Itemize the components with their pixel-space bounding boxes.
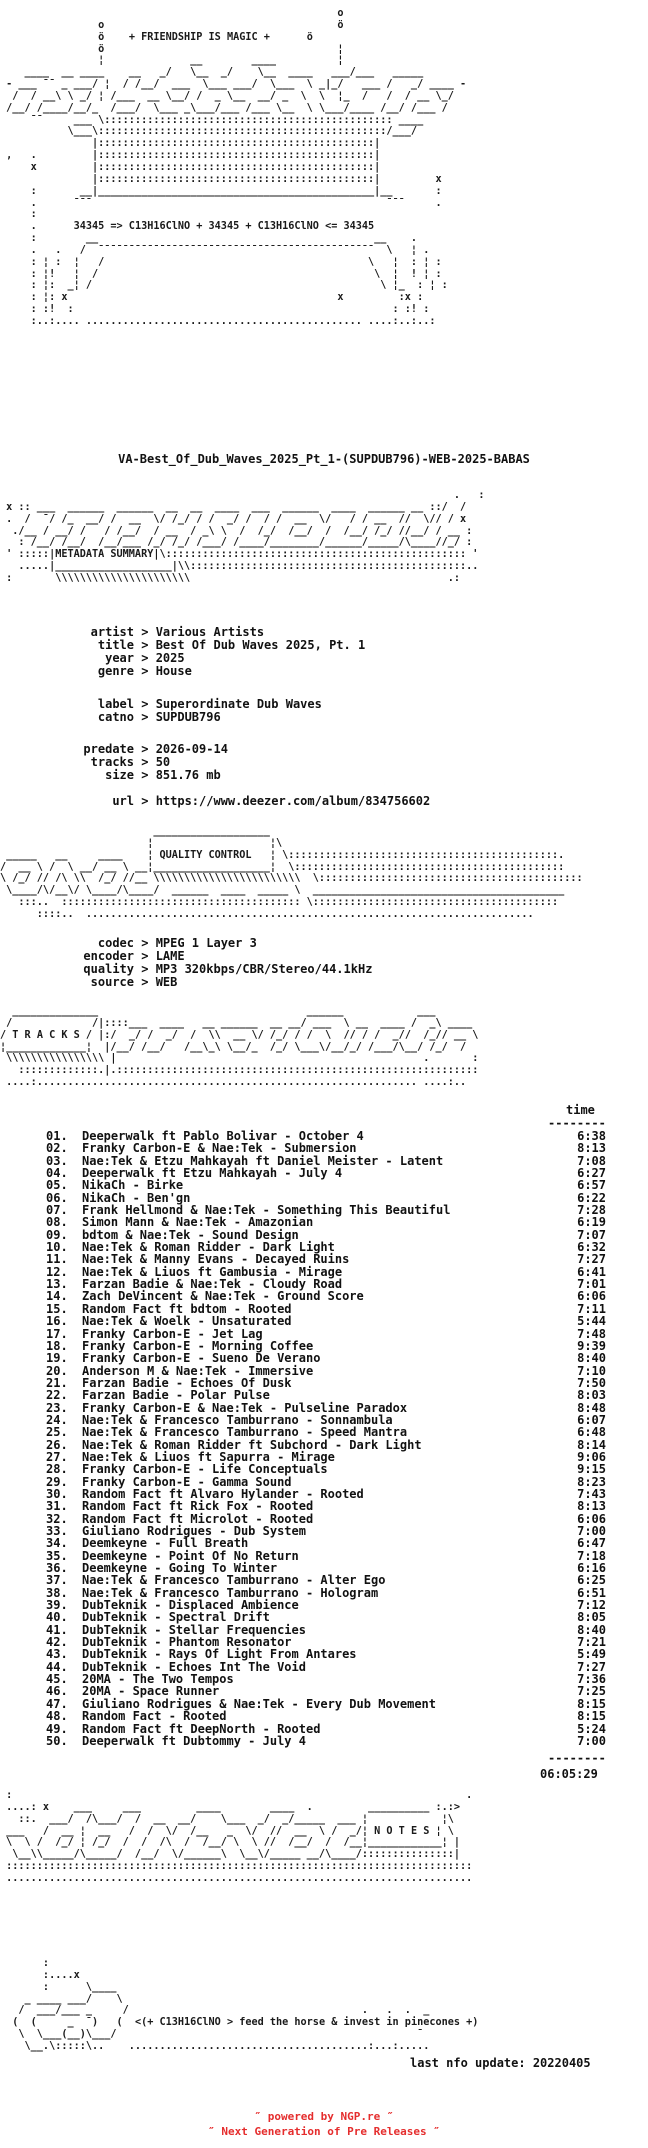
footer-powered: ″ powered by NGP.re ″ bbox=[254, 2110, 394, 2123]
meta-catno: catno > SUPDUB796 bbox=[97, 710, 221, 724]
track-time: 6:41 bbox=[577, 1264, 606, 1279]
meta-title: title > Best Of Dub Waves 2025, Pt. 1 bbox=[97, 638, 366, 652]
track-time: 8:40 bbox=[577, 1351, 606, 1366]
track-title: Nae:Tek & Liuos ft Gambusia - Mirage bbox=[82, 1264, 343, 1279]
meta-year: year > 2025 bbox=[105, 651, 185, 665]
track-time: 7:12 bbox=[577, 1598, 606, 1613]
track-time: 9:06 bbox=[577, 1449, 606, 1464]
track-title: Nae:Tek & Francesco Tamburrano - Alter Ego bbox=[82, 1573, 386, 1588]
track-time: 8:13 bbox=[577, 1499, 606, 1514]
track-title: Deeperwalk ft Pablo Bolivar - October 4 bbox=[82, 1129, 364, 1143]
track-time: 8:05 bbox=[577, 1610, 606, 1625]
track-time: 6:16 bbox=[577, 1561, 606, 1576]
track-number: 02. bbox=[46, 1141, 68, 1156]
quality-codec: codec > MPEG 1 Layer 3 bbox=[97, 936, 257, 950]
bottom-art: : :....x : \____ _ ____ ___/ \ / ___/___ _ / . . . _ ( ( _ ¯) ( <(+ C13H16ClNO > feed the horse & invest in pinecones +) \ \___(__)\___/ ¯ \__.\:::::\.. .......................................:...:..... bbox=[12, 1958, 479, 2052]
tracklist-time-underline: -------- bbox=[548, 1116, 606, 1130]
track-title: Random Fact ft Alvaro Hylander - Rooted bbox=[82, 1486, 364, 1501]
track-title: Nae:Tek & Roman Ridder - Dark Light bbox=[82, 1240, 335, 1255]
track-title: Nae:Tek & Liuos ft Sapurra - Mirage bbox=[82, 1449, 335, 1464]
track-time: 5:24 bbox=[577, 1721, 606, 1736]
track-title: NikaCh - Birke bbox=[82, 1178, 184, 1193]
track-time: 5:44 bbox=[577, 1314, 606, 1329]
track-title: Random Fact ft bdtom - Rooted bbox=[82, 1301, 292, 1316]
track-number: 40. bbox=[46, 1610, 68, 1625]
track-time: 8:14 bbox=[577, 1437, 606, 1452]
section-metadata: METADATA SUMMARY bbox=[55, 549, 154, 561]
track-time: 6:19 bbox=[577, 1215, 606, 1230]
meta-tracks: tracks > 50 bbox=[90, 755, 171, 769]
track-number: 07. bbox=[46, 1203, 68, 1218]
track-time: 6:48 bbox=[577, 1425, 606, 1440]
track-time: 7:25 bbox=[577, 1684, 606, 1699]
track-title: Franky Carbon-E - Sueno De Verano bbox=[82, 1351, 321, 1366]
track-title: Nae:Tek & Francesco Tamburrano - Speed Mantra bbox=[82, 1425, 408, 1440]
track-number: 46. bbox=[46, 1684, 68, 1699]
track-number: 33. bbox=[46, 1524, 68, 1538]
track-time: 7:48 bbox=[577, 1326, 606, 1341]
track-number: 25. bbox=[46, 1425, 68, 1440]
track-title: Franky Carbon-E & Nae:Tek - Submersion bbox=[82, 1141, 357, 1156]
section-quality: QUALITY CONTROL bbox=[159, 849, 252, 861]
track-time: 6:07 bbox=[577, 1412, 606, 1427]
track-number: 29. bbox=[46, 1474, 68, 1489]
track-time: 8:23 bbox=[577, 1474, 606, 1489]
track-title: DubTeknik - Echoes Int The Void bbox=[82, 1659, 306, 1674]
track-number: 13. bbox=[46, 1277, 68, 1292]
track-number: 27. bbox=[46, 1449, 68, 1464]
track-title: Zach DeVincent & Nae:Tek - Ground Score bbox=[82, 1289, 364, 1304]
track-number: 49. bbox=[46, 1721, 68, 1736]
track-time: 7:28 bbox=[577, 1203, 606, 1218]
top-ascii-logo: ο ο ö ö + FRIENDSHIP IS MAGIC + ö ö ¦ ¦ __ ____ ¦ ____ __ ____ __ _/ \__ _/ \__ ____ ___/___ _____ - ___ ¯¯ _ ___/ ¦ / /__/ ___ \___ ___/ \___ \ _|_/ ___ / _/ ____ - / / __\ \ _/ ¦ /___ __ \__/ / _ \__ __/ _ \ \ ¦_ / / / __ \_/ /__/ /____/__/_ /___/ \___ _\___/___ /___ \__ \ \___/____ /__/ /___ / ¯¯ ___ \::::::::::::::::::::::::::::::::::::::::::::::: ____ \___\:::::::::::::::::::::::::::::::::::::::::::::::/___/ |:::::::::::::::::::::::::::::::::::::::::::::| , . |:::::::::::::::::::::::::::::::::::::::::::::| x |:::::::::::::::::::::::::::::::::::::::::::::| |:::::::::::::::::::::::::::::::::::::::::::::| x : __|_____________________________________________|__ : . ¯¯¯ ¯¯¯ . : . 34345 => C13H16ClNO + 34345 + C13H16ClNO <= 34345 : __ __ . . . / ¯¯¯¯¯¯¯¯¯¯¯¯¯¯¯¯¯¯¯¯¯¯¯¯¯¯¯¯¯¯¯¯¯¯¯¯¯¯¯¯¯¯¯¯¯ \ ¦ . : ¦ : ¦ / \ ¦ : ¦ : : ¦! ¦ / \ ¦ ! ¦ : : ¦: _¦ / \ ¦_ : ¦ : : ¦: x x :x : : :! : : :! : :..:.... ............................................. ....:..:..: bbox=[6, 8, 467, 327]
track-number: 04. bbox=[46, 1166, 68, 1181]
track-title: Nae:Tek & Woelk - Unsaturated bbox=[82, 1314, 292, 1329]
track-time: 5:49 bbox=[577, 1647, 606, 1662]
track-time: 6:22 bbox=[577, 1190, 606, 1205]
quality-header-art: ___________________ ¦ ¦\ _____ __ ____ ¦ QUALITY CONTROL ¦ \::::::::::::::::::::::::::::::::::::::::::::. / __ \ / \ __/ __ \ __¦___________________¦ \:::::::::::::::::::::::::::::::::::::::::::: \ /_/ // /\ \\ /_/ //__ \\\\\\\\\\\\\\\\\\\\\\\\ \::::::::::::::::::::::::::::::::::::::::::: \____/\/__\/ \____/\____/ ______ ____ _____ \ _________________________________________ :::.. ::::::::::::::::::::::::::::::::::::::: \:::::::::::::::::::::::::::::::::::::::: ::::.. ......................................................................... bbox=[0, 826, 583, 920]
tracklist-total-time: 06:05:29 bbox=[540, 1767, 598, 1781]
track-time: 8:15 bbox=[577, 1709, 606, 1724]
track-number: 20. bbox=[46, 1363, 68, 1378]
track-title: Deeperwalk ft Dubtommy - July 4 bbox=[82, 1733, 306, 1748]
track-number: 39. bbox=[46, 1598, 68, 1613]
track-time: 7:10 bbox=[577, 1363, 606, 1378]
track-number: 16. bbox=[46, 1314, 68, 1329]
track-title: Deemkeyne - Going To Winter bbox=[82, 1561, 278, 1576]
track-number: 17. bbox=[46, 1326, 68, 1341]
track-time: 7:43 bbox=[577, 1486, 606, 1501]
track-time: 7:27 bbox=[577, 1252, 606, 1267]
meta-size: size > 851.76 mb bbox=[105, 768, 221, 782]
track-title: Giuliano Rodrigues & Nae:Tek - Every Dub Movement bbox=[82, 1696, 437, 1711]
meta-predate: predate > 2026-09-14 bbox=[83, 742, 228, 756]
track-title: Franky Carbon-E - Morning Coffee bbox=[82, 1338, 314, 1353]
track-title: NikaCh - Ben'gn bbox=[82, 1190, 191, 1205]
last-update: last nfo update: 20220405 bbox=[410, 2056, 591, 2070]
meta-url[interactable]: url > https://www.deezer.com/album/834756602 bbox=[112, 794, 431, 808]
track-title: Anderson M & Nae:Tek - Immersive bbox=[82, 1363, 314, 1378]
track-title: Deemkeyne - Full Breath bbox=[82, 1536, 249, 1551]
track-time: 7:50 bbox=[577, 1375, 606, 1390]
track-time: 6:06 bbox=[577, 1511, 606, 1526]
track-number: 31. bbox=[46, 1499, 68, 1514]
track-time: 7:21 bbox=[577, 1635, 606, 1650]
track-time: 9:15 bbox=[577, 1462, 606, 1477]
track-title: Farzan Badie - Polar Pulse bbox=[82, 1388, 270, 1403]
track-title: Nae:Tek & Roman Ridder ft Subchord - Dark Light bbox=[82, 1437, 422, 1452]
track-time: 6:32 bbox=[577, 1240, 606, 1255]
tracklist bbox=[46, 1130, 606, 1747]
track-time: 6:38 bbox=[577, 1129, 606, 1143]
track-title: Nae:Tek & Francesco Tamburrano - Hologram bbox=[82, 1585, 379, 1600]
track-number: 32. bbox=[46, 1511, 68, 1526]
track-number: 34. bbox=[46, 1536, 68, 1551]
track-number: 42. bbox=[46, 1635, 68, 1650]
tracklist-total-underline: -------- bbox=[548, 1751, 606, 1765]
release-name: VA-Best_Of_Dub_Waves_2025_Pt_1-(SUPDUB796)-WEB-2025-BABAS bbox=[118, 452, 530, 466]
track-time: 6:27 bbox=[577, 1166, 606, 1181]
banner-text: + FRIENDSHIP IS MAGIC + bbox=[128, 31, 270, 43]
track-number: 24. bbox=[46, 1412, 68, 1427]
track-time: 6:25 bbox=[577, 1573, 606, 1588]
track-number: 18. bbox=[46, 1338, 68, 1353]
track-number: 21. bbox=[46, 1375, 68, 1390]
metadata-header-art: . : x :: ___ ______ ______ __ __ ____ ___ ______ ____ ______ __ ::/ / . / ¯/ /_ __/ / __ \/ /_/ / / _/ / / / __ \/ / / __ // \// / x ./__ / __/ / / /__/ / __ / _\ \ / /_/ /__/ / /__/ /_/ //__/ / __ : : /__/ /__/ /__/___ /_/ /_/ /___/ /____/________/______/_____/\____//_/ : ' :::::|METADATA SUMMARY|\::::::::::::::::::::::::::::::::::::::::::::::::: ' .....|___________________|\\:::::::::::::::::::::::::::::::::::::::::::::.. : \\\\\\\\\\\\\\\\\\\\\\ .: bbox=[6, 490, 485, 584]
track-number: 15. bbox=[46, 1301, 68, 1316]
track-number: 28. bbox=[46, 1462, 68, 1477]
track-title: Nae:Tek & Francesco Tamburrano - Sonnambula bbox=[82, 1412, 393, 1427]
track-number: 22. bbox=[46, 1388, 68, 1403]
track-number: 14. bbox=[46, 1289, 68, 1304]
track-number: 23. bbox=[46, 1400, 68, 1415]
track-time: 8:15 bbox=[577, 1696, 606, 1711]
track-title: Random Fact ft Rick Fox - Rooted bbox=[82, 1499, 314, 1514]
track-title: Franky Carbon-E - Life Conceptuals bbox=[82, 1462, 328, 1477]
track-time: 8:13 bbox=[577, 1141, 606, 1156]
tracklist-time-header: time bbox=[566, 1103, 595, 1117]
track-number: 48. bbox=[46, 1709, 68, 1724]
track-number: 08. bbox=[46, 1215, 68, 1230]
track-number: 12. bbox=[46, 1264, 68, 1279]
track-title: Franky Carbon-E - Jet Lag bbox=[82, 1326, 263, 1341]
track-title: Random Fact - Rooted bbox=[82, 1709, 227, 1724]
quality-source: source > WEB bbox=[90, 975, 178, 989]
track-time: 8:48 bbox=[577, 1400, 606, 1415]
section-tracks: T R A C K S bbox=[12, 1029, 80, 1041]
track-time: 7:27 bbox=[577, 1659, 606, 1674]
track-time: 9:39 bbox=[577, 1338, 606, 1353]
notes-header-art: : . ....: x ___ ___ ____ ____ . __________ :.:> ::. ___/ /\___/ / __ __/ \___ _/ _/_____ ___ ¦ ¦\ ___ / __ ¦ __ / / \/ /__ _ \/ // __ \ / _/¦ N O T E S ¦ \ \ \ / /_/ ¦ /_/ / / /\ / /__/ \ \ // /__/ / /__¦____________¦ | \__\\_____/\_____/ /__/ \/______\ \__\/_____ __/\____/:::::::::::::::| :::::::::::::::::::::::::::::::::::::::::::::::::::::::::::::::::::::::::::: ............................................................................ bbox=[6, 1790, 473, 1884]
track-time: 6:51 bbox=[577, 1585, 606, 1600]
track-title: Farzan Badie & Nae:Tek - Cloudy Road bbox=[82, 1277, 343, 1292]
track-title: DubTeknik - Rays Of Light From Antares bbox=[82, 1647, 357, 1662]
quality-encoder: encoder > LAME bbox=[83, 949, 185, 963]
track-number: 37. bbox=[46, 1573, 68, 1588]
track-time: 7:36 bbox=[577, 1672, 606, 1687]
track-title: DubTeknik - Spectral Drift bbox=[82, 1610, 270, 1625]
track-title: bdtom & Nae:Tek - Sound Design bbox=[82, 1227, 299, 1242]
track-number: 09. bbox=[46, 1227, 68, 1242]
track-title: Farzan Badie - Echoes Of Dusk bbox=[82, 1375, 292, 1390]
track-number: 06. bbox=[46, 1190, 68, 1205]
track-time: 7:18 bbox=[577, 1548, 606, 1563]
note-line: <(+ C13H16ClNO > feed the horse & invest in pinecones +) bbox=[134, 2017, 479, 2029]
track-title: DubTeknik - Phantom Resonator bbox=[82, 1635, 292, 1650]
track-title: Deeperwalk ft Etzu Mahkayah - July 4 bbox=[82, 1166, 343, 1181]
track-title: Franky Carbon-E & Nae:Tek - Pulseline Paradox bbox=[82, 1400, 408, 1415]
track-time: 6:47 bbox=[577, 1536, 606, 1551]
track-number: 43. bbox=[46, 1647, 68, 1662]
section-notes: N O T E S bbox=[374, 1825, 430, 1837]
track-number: 47. bbox=[46, 1696, 68, 1711]
track-time: 7:00 bbox=[577, 1524, 606, 1538]
meta-label: label > Superordinate Dub Waves bbox=[97, 697, 322, 711]
track-title: DubTeknik - Displaced Ambience bbox=[82, 1598, 299, 1613]
track-number: 10. bbox=[46, 1240, 68, 1255]
track-time: 6:57 bbox=[577, 1178, 606, 1193]
tracks-header-art: ______________ ______ ___ / /|::::___ ____ __ ______ __ __/ ___ \ __ ____ / _\ ____ / T R A C K S / |:/ _/ / _/ / \\ __ \/ /_/ / / \ // / / _// /_// __ \ ¦_____________¦ |/__/ /__/ /__\_\ \__/_ /_/ \___\/__/_/ /___/\__/ /_/ / \\\\\\\\\\\\\\\\ | . : :::::::::::::.|.::::::::::::::::::::::::::::::::::::::::::::::::::::::::::: ....:.............................................................. ....:.. bbox=[0, 1006, 479, 1089]
track-title: DubTeknik - Stellar Frequencies bbox=[82, 1622, 306, 1637]
track-time: 8:03 bbox=[577, 1388, 606, 1403]
track-number: 03. bbox=[46, 1153, 68, 1168]
track-number: 41. bbox=[46, 1622, 68, 1637]
track-title: Frank Hellmond & Nae:Tek - Something This Beautiful bbox=[82, 1203, 451, 1218]
track-row bbox=[46, 1735, 606, 1747]
track-title: Nae:Tek & Manny Evans - Decayed Ruins bbox=[82, 1252, 350, 1267]
track-time: 8:40 bbox=[577, 1622, 606, 1637]
track-number: 30. bbox=[46, 1486, 68, 1501]
track-number: 44. bbox=[46, 1659, 68, 1674]
track-title: 20MA - Space Runner bbox=[82, 1684, 220, 1699]
track-title: Franky Carbon-E - Gamma Sound bbox=[82, 1474, 292, 1489]
track-number: 50. bbox=[46, 1733, 68, 1748]
track-number: 05. bbox=[46, 1178, 68, 1193]
quality-quality: quality > MP3 320kbps/CBR/Stereo/44.1kHz bbox=[83, 962, 373, 976]
track-time: 7:01 bbox=[577, 1277, 606, 1292]
track-number: 11. bbox=[46, 1252, 68, 1267]
track-title: 20MA - The Two Tempos bbox=[82, 1672, 234, 1687]
footer-tagline: ″ Next Generation of Pre Releases ″ bbox=[208, 2125, 440, 2138]
track-title: Simon Mann & Nae:Tek - Amazonian bbox=[82, 1215, 314, 1230]
track-title: Deemkeyne - Point Of No Return bbox=[82, 1548, 299, 1563]
track-title: Nae:Tek & Etzu Mahkayah ft Daniel Meister - Latent bbox=[82, 1153, 444, 1168]
track-number: 38. bbox=[46, 1585, 68, 1600]
track-number: 19. bbox=[46, 1351, 68, 1366]
track-title: Random Fact ft DeepNorth - Rooted bbox=[82, 1721, 321, 1736]
track-time: 7:07 bbox=[577, 1227, 606, 1242]
track-time: 7:08 bbox=[577, 1153, 606, 1168]
track-number: 26. bbox=[46, 1437, 68, 1452]
track-title: Random Fact ft Microlot - Rooted bbox=[82, 1511, 314, 1526]
track-time: 7:00 bbox=[577, 1733, 606, 1748]
track-number: 01. bbox=[46, 1129, 68, 1143]
meta-artist: artist > Various Artists bbox=[90, 625, 265, 639]
meta-genre: genre > House bbox=[97, 664, 192, 678]
greeting-line: 34345 => C13H16ClNO + 34345 + C13H16ClNO <= 34345 bbox=[73, 221, 375, 233]
track-number: 45. bbox=[46, 1672, 68, 1687]
track-number: 36. bbox=[46, 1561, 68, 1576]
track-number: 35. bbox=[46, 1548, 68, 1563]
track-title: Giuliano Rodrigues - Dub System bbox=[82, 1524, 306, 1538]
track-time: 7:11 bbox=[577, 1301, 606, 1316]
track-time: 6:06 bbox=[577, 1289, 606, 1304]
